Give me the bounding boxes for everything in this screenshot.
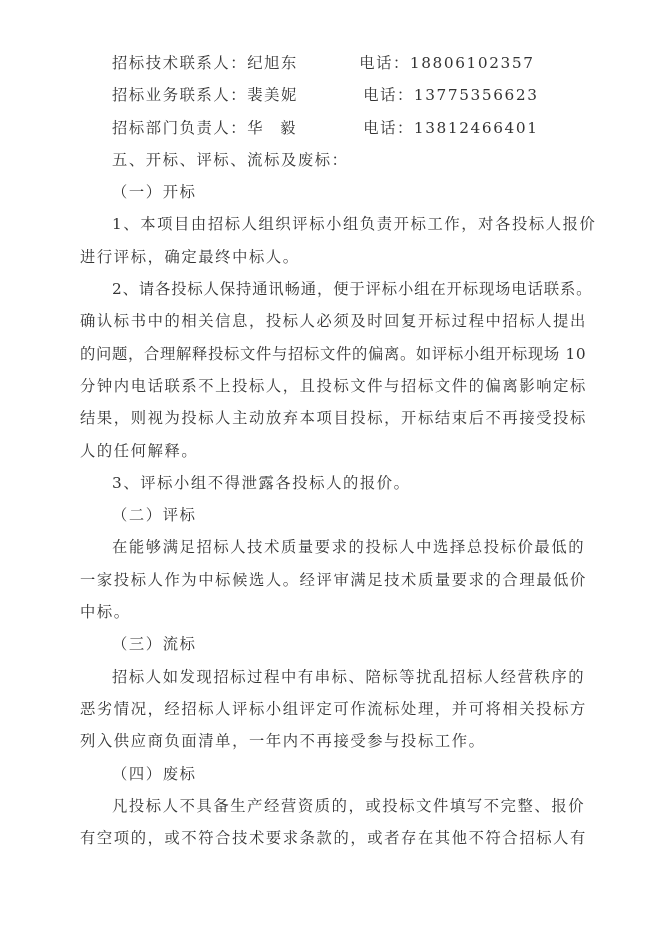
contact-business xyxy=(80,79,586,111)
contact-name: 裴美妮 xyxy=(247,86,298,105)
text-line: 的问题，合理解释投标文件与招标文件的偏离。如评标小组开标现场 10 xyxy=(80,344,587,363)
phone-label: 电话： xyxy=(363,118,414,137)
subsection-heading-opening: （一）开标 xyxy=(112,183,197,202)
text-line: 在能够满足招标人技术质量要求的投标人中选择总投标价最低的 xyxy=(112,538,586,557)
phone-number: 13775356623 xyxy=(413,86,539,105)
text-line: 确认标书中的相关信息，投标人必须及时回复开标过程中招标人提出 xyxy=(80,312,587,331)
name-part: 毅 xyxy=(280,118,297,137)
document-page xyxy=(80,47,597,854)
text-line: 2、请各投标人保持通讯畅通，便于评标小组在开标现场电话联系。 xyxy=(112,280,593,299)
contact-role: 招标部门负责人： xyxy=(112,118,248,137)
text-line: 人的任何解释。 xyxy=(80,441,199,460)
subsection-heading-failed-bid: （三）流标 xyxy=(112,635,197,654)
contact-name: 纪旭东 xyxy=(247,54,298,72)
text-line: 进行评标，确定最终中标人。 xyxy=(80,247,300,266)
subsection-heading-evaluation: （二）评标 xyxy=(112,506,197,525)
contact-role: 招标技术联系人： xyxy=(112,54,248,72)
text-line: 有空项的，或不符合技术要求条款的，或者存在其他不符合招标人有 xyxy=(80,829,587,848)
text-line: 恶劣情况，经招标人评标小组评定可作流标处理，并可将相关投标方 xyxy=(80,699,587,718)
text-line: 列入供应商负面清单，一年内不再接受参与投标工作。 xyxy=(80,732,486,751)
contact-technical xyxy=(80,47,586,79)
text-line: 招标人如发现招标过程中有串标、陪标等扰乱招标人经营秩序的 xyxy=(112,667,586,686)
subsection-heading-invalid-bid: （四）废标 xyxy=(112,764,197,783)
text-line: 分钟内电话联系不上投标人，且投标文件与招标文件的偏离影响定标 xyxy=(80,376,587,395)
phone-label: 电话： xyxy=(359,54,410,72)
name-part: 华 xyxy=(247,118,265,137)
phone-number: 18806102357 xyxy=(409,54,535,72)
phone-number: 13812466401 xyxy=(413,118,539,137)
paragraph xyxy=(80,273,593,467)
paragraph xyxy=(80,467,586,499)
paragraph xyxy=(80,531,586,628)
phone-label: 电话： xyxy=(363,86,414,105)
contact-name xyxy=(247,112,363,144)
text-line: 凡投标人不具备生产经营资质的，或投标文件填写不完整、报价 xyxy=(112,796,586,815)
section-title: 五、开标、评标、流标及废标： xyxy=(112,150,349,169)
text-line: 中标。 xyxy=(80,603,131,622)
text-line: 1、本项目由招标人组织评标小组负责开标工作，对各投标人报价 xyxy=(112,215,597,234)
contact-role: 招标业务联系人： xyxy=(112,86,248,105)
paragraph xyxy=(80,661,586,758)
paragraph xyxy=(80,790,586,855)
text-line: 一家投标人作为中标候选人。经评审满足技术质量要求的合理最低价 xyxy=(80,570,587,589)
paragraph xyxy=(80,208,597,273)
text-line: 结果，则视为投标人主动放弃本项目投标，开标结束后不再接受投标 xyxy=(80,409,587,428)
contact-department-head xyxy=(80,112,586,144)
text-line: 3、评标小组不得泄露各投标人的报价。 xyxy=(112,473,411,492)
